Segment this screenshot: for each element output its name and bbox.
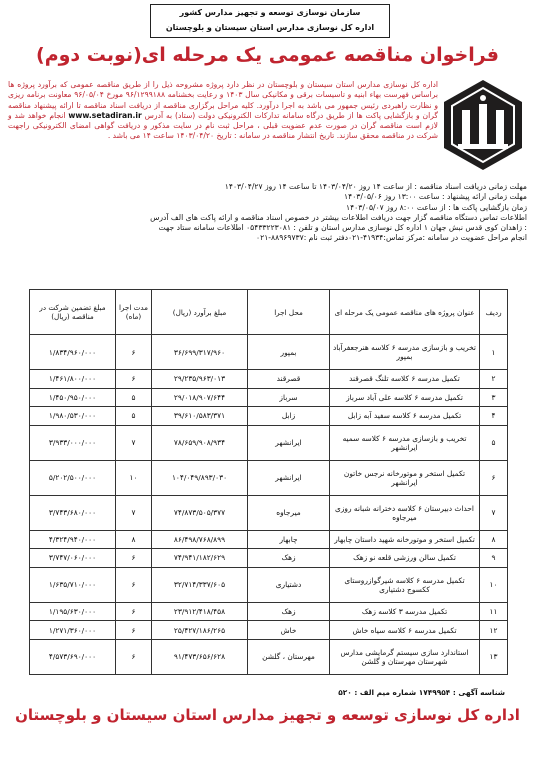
cell-location: قصرقند <box>248 370 330 388</box>
bid-deadline: مهلت زمانی ارائه پیشنهاد : ساعت ۱۳:۰۰ روز ۱۴۰۳/۰۵/۰۶ <box>344 192 527 202</box>
cell-guarantee: ۵/۲۰۲/۵۰۰/۰۰۰ <box>30 460 116 495</box>
intro-text: اداره کل نوسازی مدارس استان سیستان و بلوچستان در نظر دارد پروژه مشروحه ذیل را از طریق مناقصه عمومی که برآورد پروژه ها براساس فهرست بهاء ابنیه و تاسیسات برقی و مکانیکی سال ۱۴۰۳ و رعایت بخشنامه ۹۶/۱۲۹۹۱۸۸ مورخ ۹۶/۰۵/۰۴ معاونت برنامه ریزی و نظارت راهبردی رئیس جمهور می باشد به اجرا درآورد. کلیه مراحل برگزاری مناقصه از دریافت اسناد مناقصه تا ارائه پیشنهاد مناقصه گران و بازگشایی پاکت ها از طریق درگاه سامانه تدارکات الکترونیکی دولت (ستاد) به آدرس <box>8 80 438 120</box>
cell-estimate: ۷۴/۸۷۳/۵۰۵/۳۷۷ <box>152 495 248 530</box>
cell-duration: ۷ <box>116 495 152 530</box>
cell-guarantee: ۱/۱۹۵/۶۳۰/۰۰۰ <box>30 602 116 620</box>
cell-project-title: تکمیل مدرسه ۶ کلاسه سیاه خاش <box>330 621 480 639</box>
table-row <box>30 370 508 388</box>
cell-estimate: ۷۴/۹۴۱/۱۸۲/۶۲۹ <box>152 549 248 567</box>
cell-location: چابهار <box>248 530 330 548</box>
cell-row-number: ۶ <box>480 460 508 495</box>
cell-guarantee: ۱/۶۳۵/۷۱۰/۰۰۰ <box>30 567 116 602</box>
cell-location: زابل <box>248 407 330 425</box>
cell-duration: ۵ <box>116 407 152 425</box>
cell-project-title: تکمیل مدرسه ۶ کلاسه تلنگ قصرقند <box>330 370 480 388</box>
table-row <box>30 407 508 425</box>
cell-duration: ۷ <box>116 425 152 460</box>
cell-duration: ۵ <box>116 388 152 406</box>
cell-location: زهک <box>248 549 330 567</box>
cell-estimate: ۱۰۴/۰۴۹/۸۹۳/۰۳۰ <box>152 460 248 495</box>
footer-organization: اداره کل نوسازی توسعه و تجهیز مدارس استان سیستان و بلوچستان <box>15 706 520 724</box>
cell-row-number: ۱۱ <box>480 602 508 620</box>
cell-row-number: ۹ <box>480 549 508 567</box>
cell-guarantee: ۴/۵۷۳/۶۹۰/۰۰۰ <box>30 639 116 674</box>
tender-schedule <box>8 182 527 244</box>
intro-paragraph <box>8 80 438 142</box>
cell-guarantee: ۱/۲۷۱/۳۶۰/۰۰۰ <box>30 621 116 639</box>
header-project-title: عنوان پروژه های مناقصه عمومی یک مرحله ای <box>330 290 480 335</box>
cell-location: بمپور <box>248 335 330 370</box>
cell-estimate: ۲۵/۴۲۷/۱۸۶/۲۶۵ <box>152 621 248 639</box>
cell-location: خاش <box>248 621 330 639</box>
table-row <box>30 425 508 460</box>
header-duration: مدت اجرا (ماه) <box>116 290 152 335</box>
intro-text-continued: انجام خواهد شد و لازم است مناقصه گران در صورت عدم عضویت قبلی ، مراحل ثبت نام در سایت مذکور و دریافت گواهی امضای الکترونیکی راجهت شرکت در مناقصه محقق سازند. تاریخ انتشار مناقصه در سامانه : تاریخ ۱۴۰۳/۰۴/۲۰ ساعت ۱۴ می باشد . <box>8 110 438 141</box>
table-row <box>30 602 508 620</box>
cell-estimate: ۳۹/۶۱۰/۵۸۳/۳۷۱ <box>152 407 248 425</box>
table-row <box>30 549 508 567</box>
cell-row-number: ۴ <box>480 407 508 425</box>
school-renovation-logo-icon <box>440 78 526 172</box>
cell-duration: ۱۰ <box>116 460 152 495</box>
cell-guarantee: ۱/۴۶۱/۸۰۰/۰۰۰ <box>30 370 116 388</box>
cell-project-title: تخریب و بازسازی مدرسه ۶ کلاسه هنرجعفرآباد بمپور <box>330 335 480 370</box>
cell-estimate: ۹۱/۴۷۳/۶۵۶/۶۲۸ <box>152 639 248 674</box>
table-row <box>30 335 508 370</box>
tender-projects-table <box>29 289 508 675</box>
cell-duration: ۸ <box>116 530 152 548</box>
table-header-row <box>30 290 508 335</box>
cell-location: ایرانشهر <box>248 460 330 495</box>
cell-guarantee: ۴/۳۲۴/۹۴۰/۰۰۰ <box>30 530 116 548</box>
contact-info-line3: انجام مراحل عضویت در سامانه :مرکز تماس:۴۱۹۳۴-۰۲۱دفتر ثبت نام :۸۸۹۶۹۷۳۷-۰۲۱ <box>256 233 527 243</box>
header-estimate: مبلغ برآورد (ریال) <box>152 290 248 335</box>
cell-row-number: ۱۲ <box>480 621 508 639</box>
page-title: فراخوان مناقصه عمومی یک مرحله ای(نوبت دوم) <box>36 44 499 66</box>
cell-duration: ۶ <box>116 549 152 567</box>
table-row <box>30 567 508 602</box>
cell-duration: ۶ <box>116 335 152 370</box>
cell-guarantee: ۱/۸۳۴/۹۶۰/۰۰۰ <box>30 335 116 370</box>
cell-row-number: ۱۰ <box>480 567 508 602</box>
cell-estimate: ۲۳/۹۱۲/۴۱۸/۴۵۸ <box>152 602 248 620</box>
cell-location: ایرانشهر <box>248 425 330 460</box>
cell-location: میرجاوه <box>248 495 330 530</box>
cell-guarantee: ۱/۹۸۰/۵۳۰/۰۰۰ <box>30 407 116 425</box>
cell-location: دشتیاری <box>248 567 330 602</box>
cell-location: زهک <box>248 602 330 620</box>
header-row-number: ردیف <box>480 290 508 335</box>
table-row <box>30 621 508 639</box>
cell-project-title: تخریب و بازسازی مدرسه ۶ کلاسه سمیه ایرانشهر <box>330 425 480 460</box>
cell-duration: ۶ <box>116 370 152 388</box>
organization-header-box <box>150 4 390 38</box>
cell-estimate: ۳۶/۶۹۹/۳۱۷/۹۶۰ <box>152 335 248 370</box>
setad-website-link[interactable]: www.setadiran.ir <box>68 110 142 120</box>
table-row <box>30 530 508 548</box>
cell-estimate: ۸۶/۴۹۸/۷۶۸/۸۹۹ <box>152 530 248 548</box>
header-location: محل اجرا <box>248 290 330 335</box>
cell-duration: ۶ <box>116 567 152 602</box>
ad-identifier: شناسه آگهی : ۱۷۴۹۹۵۴ شماره میم الف : ۵۲۰ <box>338 688 505 697</box>
cell-project-title: تکمیل استخر و موتورخانه نرجس خاتون ایرانشهر <box>330 460 480 495</box>
contact-info-line2: : زاهدان کوی قدس نبش جهان ۱ اداره کل نوسازی مدارس استان و تلفن : ۰۵۴۳۳۲۲۳۰۸۱ اطلاعات سامانه ستاد جهت <box>158 223 527 233</box>
cell-project-title: استاندارد سازی سیستم گرمایشی مدارس شهرستان مهرستان و گلشن <box>330 639 480 674</box>
opening-time: زمان بازگشایی پاکت ها : از ساعت ۸:۰۰ روز ۱۴۰۳/۰۵/۰۷ <box>346 202 527 212</box>
cell-project-title: تکمیل مدرسه ۶ کلاسه علی آباد سرباز <box>330 388 480 406</box>
table-row <box>30 388 508 406</box>
cell-guarantee: ۳/۷۴۷/۰۶۰/۰۰۰ <box>30 549 116 567</box>
contact-info-line1: اطلاعات تماس دستگاه مناقصه گزار جهت دریافت اطلاعات بیشتر در خصوص اسناد مناقصه و ارائه پاکت های الف آدرس <box>150 212 527 222</box>
cell-project-title: تکمیل مدرسه ۳ کلاسه زهک <box>330 602 480 620</box>
cell-row-number: ۲ <box>480 370 508 388</box>
table-row <box>30 639 508 674</box>
cell-estimate: ۷۸/۶۵۹/۹۰۸/۹۳۴ <box>152 425 248 460</box>
cell-row-number: ۳ <box>480 388 508 406</box>
cell-guarantee: ۱/۴۵۰/۹۵۰/۰۰۰ <box>30 388 116 406</box>
cell-row-number: ۷ <box>480 495 508 530</box>
cell-estimate: ۳۲/۷۱۴/۳۳۷/۶۰۵ <box>152 567 248 602</box>
cell-location: سرباز <box>248 388 330 406</box>
cell-project-title: تکمیل مدرسه ۶ کلاسه شیرگوازروستای ککسوج دشتیاری <box>330 567 480 602</box>
cell-guarantee: ۳/۹۳۳/۰۰۰/۰۰۰ <box>30 425 116 460</box>
cell-row-number: ۸ <box>480 530 508 548</box>
cell-estimate: ۲۹/۰۱۸/۹۰۷/۶۴۴ <box>152 388 248 406</box>
header-guarantee: مبلغ تضمین شرکت در مناقصه (ریال) <box>30 290 116 335</box>
cell-project-title: تکمیل مدرسه ۶ کلاسه سفید آبه زابل <box>330 407 480 425</box>
cell-project-title: احداث دبیرستان ۶ کلاسه دخترانه شبانه روزی میرجاوه <box>330 495 480 530</box>
table-row <box>30 460 508 495</box>
cell-row-number: ۵ <box>480 425 508 460</box>
cell-duration: ۶ <box>116 602 152 620</box>
document-deadline: مهلت زمانی دریافت اسناد مناقصه : از ساعت ۱۴ روز ۱۴۰۳/۰۴/۲۰ تا ساعت ۱۴ روز ۱۴۰۳/۰۴/۲۷ <box>224 182 527 191</box>
table-row <box>30 495 508 530</box>
cell-project-title: تکمیل استخر و موتورخانه شهید داستان چابهار <box>330 530 480 548</box>
cell-location: مهرستان ، گلشن <box>248 639 330 674</box>
org-header-line2: اداره کل نوسازی مدارس استان سیستان و بلوچستان <box>165 23 375 32</box>
cell-duration: ۶ <box>116 621 152 639</box>
cell-project-title: تکمیل سالن ورزشی قلعه نو زهک <box>330 549 480 567</box>
org-header-line1: سازمان نوسازی توسعه و تجهیز مدارس کشور <box>179 8 361 17</box>
cell-row-number: ۱۳ <box>480 639 508 674</box>
cell-row-number: ۱ <box>480 335 508 370</box>
cell-duration: ۶ <box>116 639 152 674</box>
cell-guarantee: ۳/۷۴۳/۶۸۰/۰۰۰ <box>30 495 116 530</box>
cell-estimate: ۲۹/۲۳۵/۹۶۳/۰۱۳ <box>152 370 248 388</box>
